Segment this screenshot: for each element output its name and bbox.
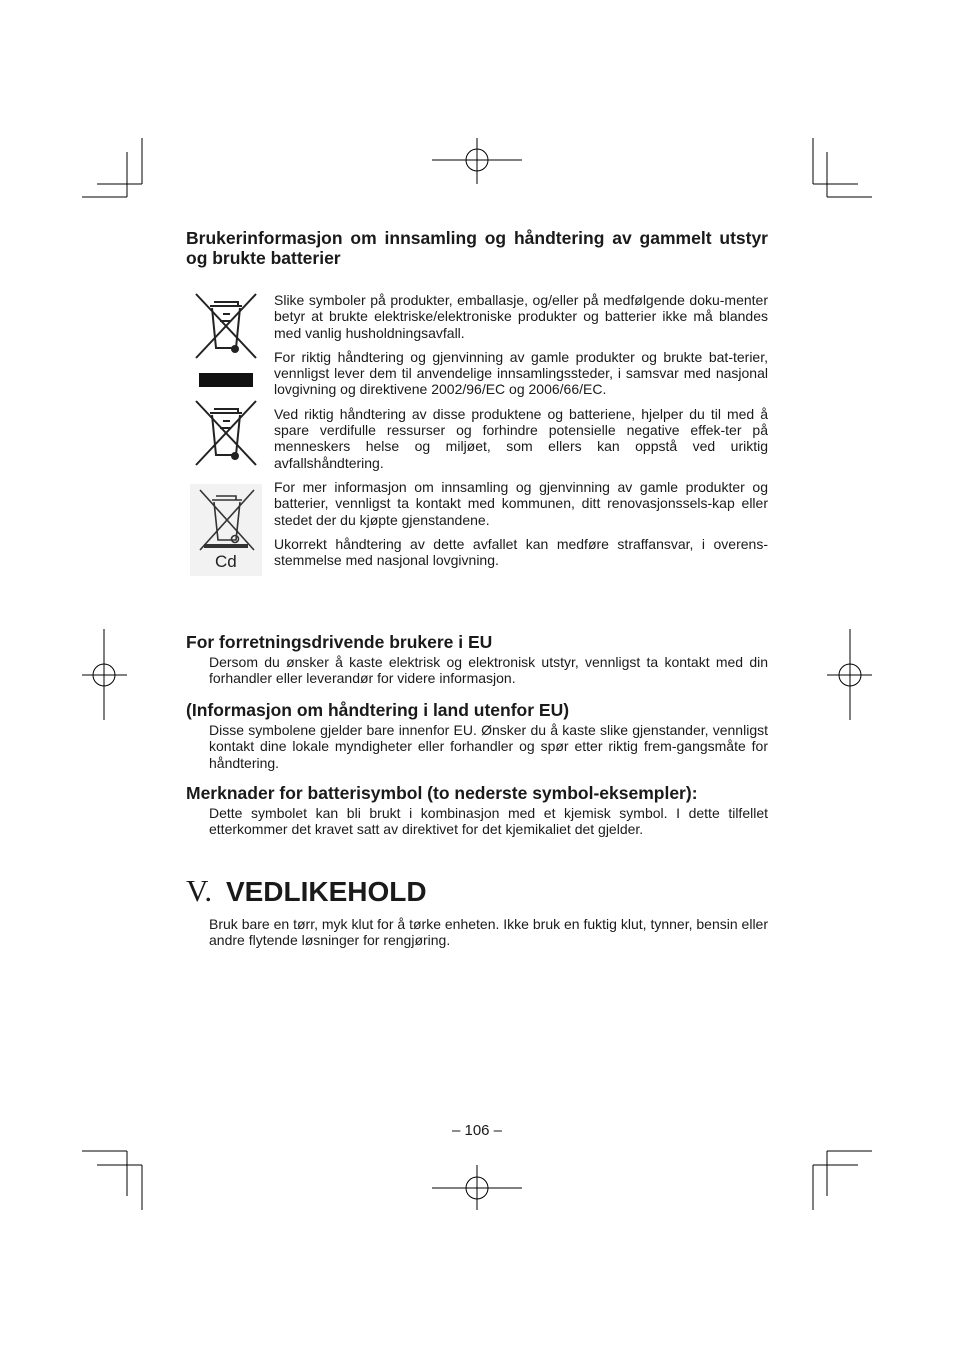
- chapter-heading: [186, 873, 427, 910]
- black-bar-icon: [199, 373, 253, 387]
- crossed-out-wheelie-bin-cd-icon: [190, 484, 262, 576]
- section-eu-business: [186, 632, 768, 687]
- chapter-title: VEDLIKEHOLD: [225, 876, 427, 907]
- page-number: – 106 –: [451, 1122, 503, 1139]
- symbol-paragraph: Ukorrekt håndtering av dette avfallet kan medføre straffansvar, i overens-stemmelse med nasjonal lovgivning.: [274, 535, 768, 569]
- symbol-paragraph: Slike symboler på produkter, emballasje, og/eller på medfølgende doku-menter betyr at brukte elektriske/elektroniske produkter og batterier ikke må blandes med vanlig husholdningsavfall.: [274, 292, 768, 341]
- symbol-paragraph: For mer informasjon om innsamling og gjenvinning av gamle produkter og batterier, vennligst ta kontakt med kommunen, ditt renovasjonssels-kap eller stedet der du kjøpte gjenstandene.: [274, 478, 768, 528]
- section-title: For forretningsdrivende brukere i EU: [186, 632, 493, 652]
- section-title: (Informasjon om håndtering i land utenfor EU): [186, 700, 570, 720]
- section-outside-eu: [186, 700, 768, 771]
- chapter-body: Bruk bare en tørr, myk klut for å tørke enheten. Ikke bruk en fuktig klut, tynner, bensin eller andre flytende løsninger for rengjøring.: [209, 916, 768, 949]
- section-body: Dette symbolet kan bli brukt i kombinasjon med et kjemisk symbol. I dette tilfellet etterkommer det kravet satt av direktivet for det kjemikaliet det gjelder.: [209, 805, 768, 838]
- chapter-number: V.: [186, 873, 213, 908]
- symbol-explanation: [274, 292, 768, 576]
- crossed-out-wheelie-bin-icon: [190, 290, 262, 362]
- section-battery-symbol-notes: [186, 783, 768, 838]
- cd-chemical-label: Cd: [215, 552, 237, 571]
- recycling-symbols: [190, 290, 262, 576]
- section-body: Disse symbolene gjelder bare innenfor EU. Ønsker du å kaste slike gjenstander, vennligst kontakt dine lokale myndigheter eller forhandler og spør etter riktig frem-gangsmåte for håndtering.: [209, 722, 768, 771]
- section-body: Dersom du ønsker å kaste elektrisk og elektronisk utstyr, vennligst ta kontakt med din forhandler eller leverandør for videre informasjon.: [209, 654, 768, 687]
- crossed-out-wheelie-bin-icon: [190, 397, 262, 469]
- page-heading: Brukerinformasjon om innsamling og håndtering av gammelt utstyr og brukte batterier: [186, 228, 768, 268]
- symbol-paragraph: For riktig håndtering og gjenvinning av gamle produkter og brukte bat-terier, vennligst lever dem til anvendelige innsamlingssteder, i samsvar med nasjonal lovgivning og direktivene 2002/96/EC og 2006/66/EC.: [274, 348, 768, 398]
- symbol-paragraph: Ved riktig håndtering av disse produktene og batteriene, hjelper du til med å spare verdifulle ressurser og forhindre potensielle negative effek-ter på menneskers helse og miljøet, som ellers kan oppstå ved uriktig avfallshåndtering.: [274, 405, 768, 471]
- section-title: Merknader for batterisymbol (to nederste symbol-eksempler):: [186, 783, 698, 803]
